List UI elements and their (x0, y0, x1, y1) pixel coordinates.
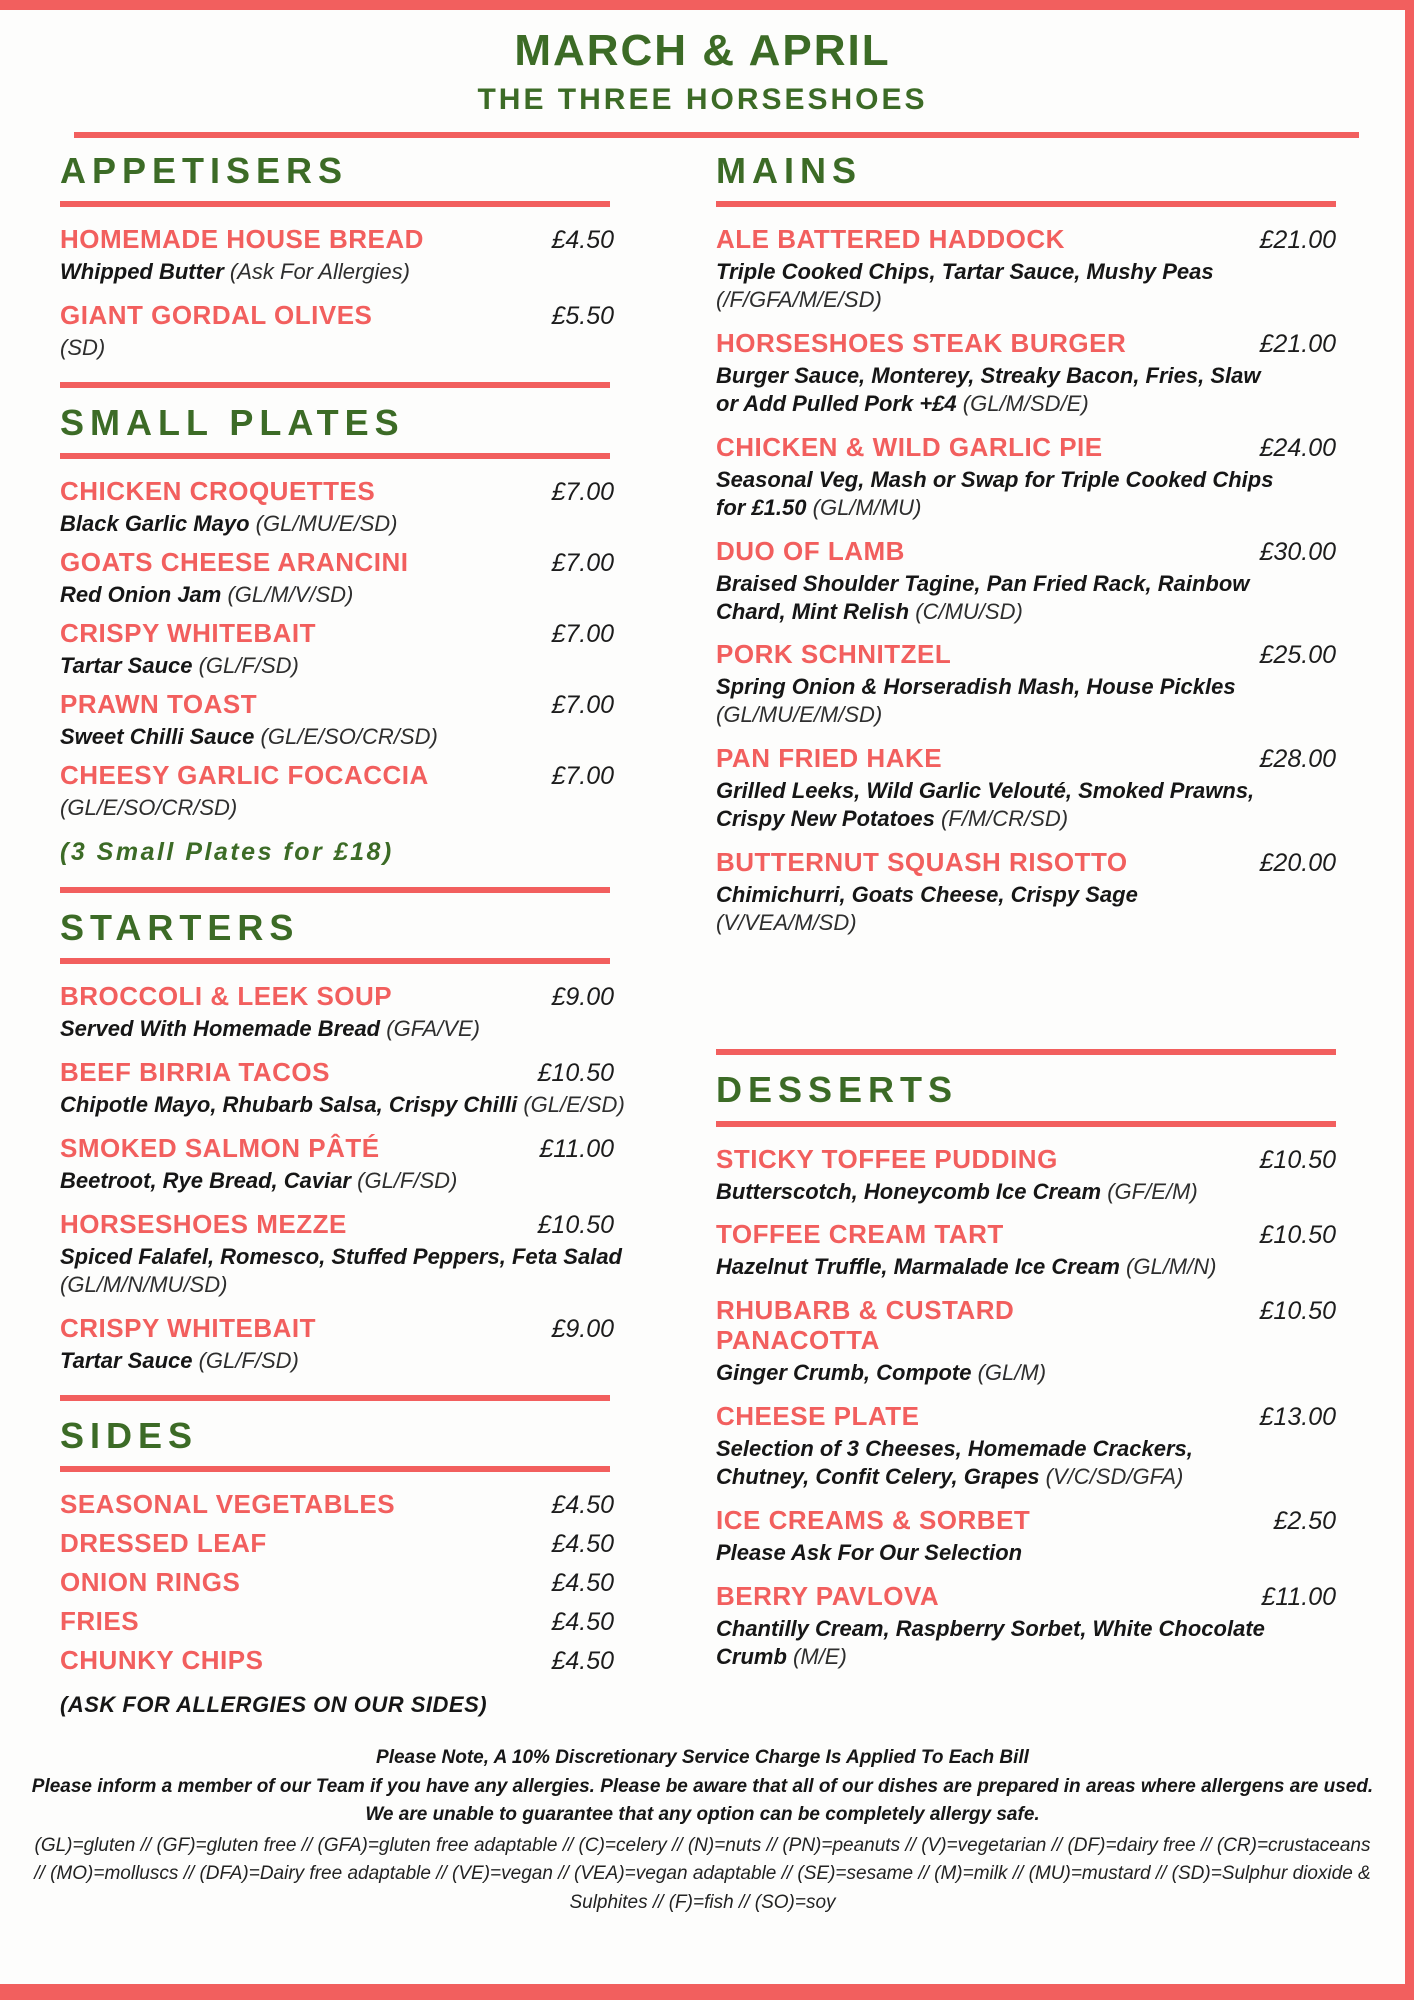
item-allergens: (SD) (60, 334, 106, 360)
item-desc-text: Chimichurri, Goats Cheese, Crispy Sage (716, 882, 1138, 908)
menu-item (716, 1145, 1336, 1206)
item-price: £21.00 (1259, 329, 1336, 358)
menu-item (60, 982, 680, 1043)
item-allergens: (GL/M) (977, 1360, 1047, 1386)
item-name: DRESSED LEAF (60, 1528, 267, 1559)
menu-item (716, 744, 1336, 833)
item-description (716, 777, 1281, 833)
item-price: £10.50 (537, 1059, 614, 1088)
item-name: SMOKED SALMON PÂTÉ (60, 1133, 380, 1164)
item-allergens: (GFA/VE) (386, 1016, 480, 1042)
menu-item (716, 329, 1336, 418)
section-heading: SIDES (60, 1414, 199, 1456)
item-name: GOATS CHEESE ARANCINI (60, 547, 409, 578)
item-name: CRISPY WHITEBAIT (60, 618, 316, 649)
menu-item (60, 1210, 680, 1299)
right-column (716, 150, 1336, 1719)
section-heading: SMALL PLATES (60, 401, 405, 443)
item-row (60, 1210, 680, 1240)
item-description (716, 362, 1281, 418)
item-allergens: (C/MU/SD) (915, 598, 1023, 624)
item-row (716, 640, 1336, 670)
item-allergens: (Ask For Allergies) (229, 258, 410, 284)
section-mains (716, 150, 1336, 938)
item-price: £7.00 (551, 478, 614, 507)
item-price: £10.50 (1259, 1221, 1336, 1250)
item-description (60, 1347, 625, 1375)
allergy-warning: Please inform a member of our Team if you have any allergies. Please be aware that all of our dishes are prepared in areas where allergens are used. We are unable to guarantee that any option can be completely allergy safe. (31, 1775, 1374, 1826)
item-price: £10.50 (537, 1211, 614, 1240)
item-row (716, 744, 1336, 774)
item-desc-text: Burger Sauce, Monterey, Streaky Bacon, Fries, Slaw or Add Pulled Pork +£4 (716, 362, 1261, 416)
item-price: £4.50 (551, 1491, 614, 1520)
item-name: CHICKEN & WILD GARLIC PIE (716, 431, 1103, 462)
header-divider (74, 132, 1359, 138)
item-row (60, 982, 680, 1012)
item-row (60, 1568, 680, 1598)
item-row (716, 225, 1336, 255)
item-price: £7.00 (551, 620, 614, 649)
item-price: £21.00 (1259, 225, 1336, 254)
item-name: SEASONAL VEGETABLES (60, 1489, 396, 1520)
item-name: RHUBARB & CUSTARD PANACOTTA (716, 1295, 1015, 1356)
item-name: BROCCOLI & LEEK SOUP (60, 981, 393, 1012)
item-description (716, 673, 1281, 729)
item-price: £28.00 (1259, 745, 1336, 774)
item-allergens: (V/VEA/M/SD) (716, 910, 857, 936)
item-row (716, 1582, 1336, 1612)
menu-item (716, 537, 1336, 626)
small-plates-offer-note: (3 Small Plates for £18) (60, 837, 394, 866)
item-row (60, 619, 680, 649)
item-row (716, 848, 1336, 878)
item-row (60, 1134, 680, 1164)
item-row (716, 1220, 1336, 1250)
item-price: £4.50 (551, 1569, 614, 1598)
item-desc-text: Selection of 3 Cheeses, Homemade Crackers, Chutney, Confit Celery, Grapes (716, 1436, 1193, 1490)
menu-item (60, 1529, 680, 1559)
item-price: £25.00 (1259, 641, 1336, 670)
item-name: TOFFEE CREAM TART (716, 1219, 1004, 1250)
item-name: CHEESE PLATE (716, 1401, 920, 1432)
item-row (716, 1145, 1336, 1175)
item-desc-text: Ginger Crumb, Compote (716, 1360, 972, 1386)
item-description (716, 1435, 1281, 1491)
divider (60, 887, 610, 893)
menu-item (716, 1296, 1336, 1387)
divider (716, 1121, 1336, 1127)
item-price: £30.00 (1259, 537, 1336, 566)
menu-item (60, 1607, 680, 1637)
menu-columns (0, 150, 1405, 1719)
menu-item (60, 1490, 680, 1520)
item-row (716, 329, 1336, 359)
item-description (60, 258, 625, 286)
divider (60, 382, 610, 388)
section-desserts (716, 1049, 1336, 1671)
item-name: DUO OF LAMB (716, 535, 905, 566)
item-allergens: (GL/E/SD) (523, 1092, 625, 1118)
section-appetisers (60, 150, 680, 362)
item-name: HORSESHOES MEZZE (60, 1209, 347, 1240)
divider (60, 201, 610, 207)
item-row (60, 761, 680, 791)
item-name: GIANT GORDAL OLIVES (60, 299, 373, 330)
item-row (60, 690, 680, 720)
item-desc-text: Seasonal Veg, Mash or Swap for Triple Cooked Chips for £1.50 (716, 466, 1274, 520)
item-name: ALE BATTERED HADDOCK (716, 223, 1065, 254)
section-heading: MAINS (716, 149, 862, 191)
item-row (60, 477, 680, 507)
item-price: £24.00 (1259, 433, 1336, 462)
item-desc-text: Whipped Butter (60, 258, 224, 284)
divider (716, 1049, 1336, 1055)
item-price: £5.50 (551, 301, 614, 330)
menu-item (716, 1220, 1336, 1281)
item-description (60, 1015, 625, 1043)
item-name: PRAWN TOAST (60, 689, 258, 720)
section-heading: DESSERTS (716, 1069, 959, 1111)
menu-item (60, 225, 680, 286)
section-starters (60, 887, 680, 1375)
item-description (60, 652, 625, 680)
item-name: PAN FRIED HAKE (716, 743, 943, 774)
item-desc-text: Braised Shoulder Tagine, Pan Fried Rack, Rainbow Chard, Mint Relish (716, 570, 1250, 624)
item-row (60, 1490, 680, 1520)
item-name: CHICKEN CROQUETTES (60, 476, 376, 507)
allergen-key: (GL)=gluten // (GF)=gluten free // (GFA)=gluten free adaptable // (C)=celery // (N)=nuts // (PN)=peanuts // (V)=vegetarian // (DF)=dairy free // (CR)=crustaceans // (MO)=molluscs // (DFA)=Dairy free adaptable // (VE)=vegan // (VEA)=vegan adaptable // (SE)=sesame // (M)=milk // (MU)=mustard // (SD)=Sulphur dioxide & Sulphites // (F)=fish // (SO)=soy (34, 1834, 1371, 1913)
item-desc-text: Please Ask For Our Selection (716, 1539, 1023, 1565)
item-desc-text: Chipotle Mayo, Rhubarb Salsa, Crispy Chilli (60, 1092, 518, 1118)
menu-item (60, 1134, 680, 1195)
item-allergens: (GL/E/SO/CR/SD) (60, 795, 238, 820)
item-row (716, 1402, 1336, 1432)
divider (60, 453, 610, 459)
section-heading: STARTERS (60, 906, 300, 948)
item-description (60, 1167, 625, 1195)
item-row (60, 301, 680, 331)
divider (60, 1466, 610, 1472)
item-row (716, 537, 1336, 567)
item-row (716, 1296, 1336, 1356)
menu-header (0, 10, 1405, 138)
item-description (60, 723, 625, 751)
item-price: £11.00 (539, 1135, 614, 1164)
divider (60, 958, 610, 964)
item-price: £4.50 (551, 1647, 614, 1676)
item-row (60, 1646, 680, 1676)
item-row (60, 1607, 680, 1637)
divider (60, 1395, 610, 1401)
item-row (60, 225, 680, 255)
item-name: HOMEMADE HOUSE BREAD (60, 223, 424, 254)
item-name: HORSESHOES STEAK BURGER (716, 327, 1127, 358)
page-title: MARCH & APRIL (514, 26, 891, 75)
item-row (716, 433, 1336, 463)
item-description (716, 1253, 1281, 1281)
item-desc-text: Red Onion Jam (60, 582, 222, 608)
item-description (60, 1243, 625, 1299)
item-desc-text: Grilled Leeks, Wild Garlic Velouté, Smoked Prawns, Crispy New Potatoes (716, 778, 1255, 832)
item-allergens: (GL/M/N/MU/SD) (60, 1272, 228, 1298)
item-allergens: (GL/M/V/SD) (227, 582, 354, 608)
menu-item (716, 640, 1336, 729)
item-desc-text: Tartar Sauce (60, 1348, 193, 1374)
menu-item (60, 548, 680, 609)
item-allergens: (GL/F/SD) (198, 1348, 299, 1374)
item-allergens: (GL/M/N) (1126, 1254, 1217, 1280)
item-desc-text: Beetroot, Rye Bread, Caviar (60, 1168, 351, 1194)
menu-item (60, 477, 680, 538)
item-allergens: (V/C/SD/GFA) (1045, 1464, 1184, 1490)
item-allergens: (F/M/CR/SD) (940, 806, 1069, 832)
item-allergens: (GL/F/SD) (357, 1168, 458, 1194)
item-price: £7.00 (551, 691, 614, 720)
item-name: ICE CREAMS & SORBET (716, 1504, 1031, 1535)
item-desc-text: Spiced Falafel, Romesco, Stuffed Peppers, Feta Salad (60, 1244, 622, 1270)
menu-item (60, 1646, 680, 1676)
item-description (716, 570, 1281, 626)
item-description (716, 466, 1281, 522)
item-description (60, 334, 625, 362)
menu-item (716, 848, 1336, 937)
menu-item (716, 1402, 1336, 1491)
item-description (60, 1091, 625, 1119)
item-description (716, 1539, 1281, 1567)
item-name: STICKY TOFFEE PUDDING (716, 1143, 1058, 1174)
item-allergens: (GL/M/MU) (812, 494, 922, 520)
item-price: £10.50 (1259, 1297, 1336, 1326)
item-price: £4.50 (551, 1530, 614, 1559)
item-desc-text: Tartar Sauce (60, 653, 193, 679)
item-price: £13.00 (1259, 1403, 1336, 1432)
item-row (716, 1506, 1336, 1536)
item-row (60, 1529, 680, 1559)
item-price: £7.00 (551, 762, 614, 790)
item-description (60, 794, 625, 822)
menu-item (716, 225, 1336, 314)
section-small-plates (60, 382, 680, 867)
menu-item (60, 1314, 680, 1375)
item-description (716, 1178, 1281, 1206)
item-price: £9.00 (551, 1315, 614, 1344)
item-row (60, 1314, 680, 1344)
menu-item (60, 619, 680, 680)
item-price: £4.50 (551, 1608, 614, 1637)
item-name: BEEF BIRRIA TACOS (60, 1057, 330, 1088)
item-desc-text: Sweet Chilli Sauce (60, 724, 255, 750)
item-price: £2.50 (1273, 1506, 1336, 1535)
menu-footer (0, 1744, 1405, 1917)
item-description (716, 1615, 1281, 1671)
item-allergens: (GL/E/SO/CR/SD) (260, 724, 438, 750)
page-subtitle: THE THREE HORSESHOES (477, 82, 928, 116)
item-description (716, 1359, 1281, 1387)
section-sides (60, 1395, 680, 1718)
menu-item (60, 1568, 680, 1598)
item-price: £4.50 (551, 225, 614, 254)
item-allergens: (GF/E/M) (1107, 1178, 1198, 1204)
menu-item (60, 1058, 680, 1119)
item-desc-text: Served With Homemade Bread (60, 1016, 381, 1042)
item-name: ONION RINGS (60, 1567, 241, 1598)
item-price: £9.00 (551, 983, 614, 1012)
item-price: £10.50 (1259, 1145, 1336, 1174)
service-charge-note: Please Note, A 10% Discretionary Service Charge Is Applied To Each Bill (376, 1747, 1029, 1769)
menu-item (60, 690, 680, 751)
menu-item (716, 1506, 1336, 1567)
item-description (716, 258, 1281, 314)
item-desc-text: Butterscotch, Honeycomb Ice Cream (716, 1178, 1102, 1204)
item-allergens: (GL/M/SD/E) (962, 390, 1089, 416)
item-price: £7.00 (551, 549, 614, 578)
item-name: PORK SCHNITZEL (716, 639, 952, 670)
item-description (716, 881, 1281, 937)
item-name: CHEESY GARLIC FOCACCIA (60, 760, 429, 790)
sides-allergy-note: (ASK FOR ALLERGIES ON OUR SIDES) (60, 1692, 488, 1718)
item-desc-text: Black Garlic Mayo (60, 511, 250, 537)
menu-item (60, 761, 680, 822)
item-name: BUTTERNUT SQUASH RISOTTO (716, 847, 1128, 878)
item-description (60, 581, 625, 609)
item-row (60, 1058, 680, 1088)
item-allergens: (M/E) (793, 1643, 847, 1669)
item-desc-text: Hazelnut Truffle, Marmalade Ice Cream (716, 1254, 1120, 1280)
divider (716, 201, 1336, 207)
item-name: CRISPY WHITEBAIT (60, 1313, 316, 1344)
item-allergens: (GL/MU/E/M/SD) (716, 702, 883, 728)
item-name: CHUNKY CHIPS (60, 1645, 264, 1676)
item-price: £20.00 (1259, 849, 1336, 878)
menu-item (716, 433, 1336, 522)
item-desc-text: Triple Cooked Chips, Tartar Sauce, Mushy Peas (716, 258, 1214, 284)
item-allergens: (/F/GFA/M/E/SD) (716, 286, 882, 312)
menu-item (60, 301, 680, 362)
left-column (60, 150, 680, 1719)
item-description (60, 510, 625, 538)
item-row (60, 548, 680, 578)
item-name: BERRY PAVLOVA (716, 1580, 940, 1611)
item-desc-text: Spring Onion & Horseradish Mash, House Pickles (716, 674, 1236, 700)
item-desc-text: Chantilly Cream, Raspberry Sorbet, White Chocolate Crumb (716, 1615, 1265, 1669)
item-allergens: (GL/MU/E/SD) (255, 511, 398, 537)
item-allergens: (GL/F/SD) (198, 653, 299, 679)
section-heading: APPETISERS (60, 149, 349, 191)
item-name: FRIES (60, 1606, 140, 1637)
menu-item (716, 1582, 1336, 1671)
item-price: £11.00 (1261, 1582, 1336, 1611)
